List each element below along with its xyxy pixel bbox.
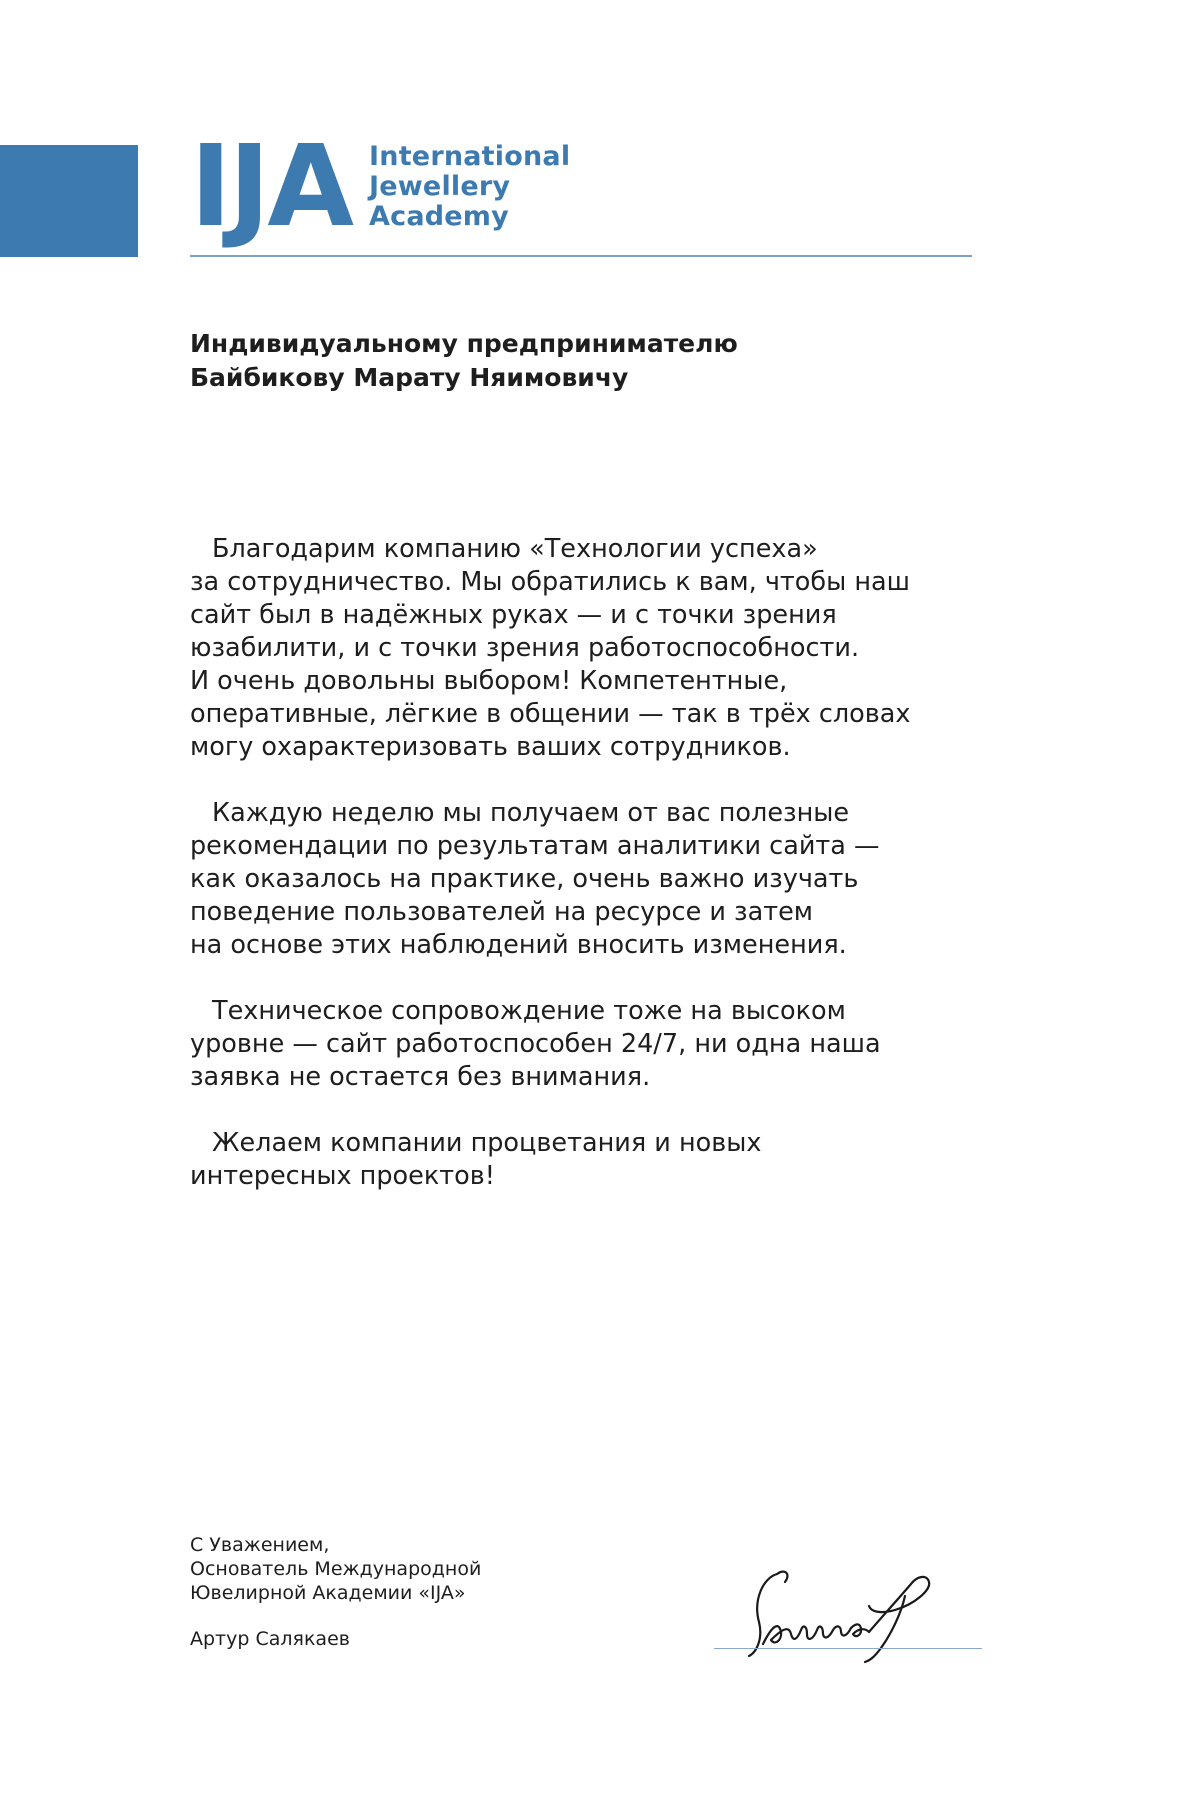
text-line: оперативные, лёгкие в общении — так в трёх словах [190,699,911,729]
paragraph [190,797,990,962]
text-line: интересных проектов! [190,1161,495,1191]
text-line: Благодарим компанию «Технологии успеха» [212,534,818,564]
brand-color-block [0,145,138,257]
text-line: за сотрудничество. Мы обратились к вам, чтобы наш [190,567,910,597]
text-line: сайт был в надёжных руках — и с точки зрения [190,600,837,630]
text-line: рекомендации по результатам аналитики сайта — [190,831,880,861]
text-line: могу охарактеризовать ваших сотрудников. [190,732,791,762]
recipient-line: Индивидуальному предпринимателю [190,329,738,358]
handwritten-signature-icon [705,1548,995,1668]
paragraph [190,1127,990,1193]
text-line: Техническое сопровождение тоже на высоком [212,996,846,1026]
letter-body [190,533,990,1226]
logo-line: Jewellery [369,171,511,202]
logo-wordmark [369,142,570,232]
ija-logo [190,122,571,252]
closing-line: С Уважением, [190,1534,330,1556]
logo-mark: IJA [190,122,352,252]
closing-line: Основатель Международной [190,1558,482,1580]
paragraph [190,995,990,1094]
text-line: Каждую неделю мы получаем от вас полезные [212,798,850,828]
recipient-line: Байбикову Марату Няимовичу [190,363,629,392]
header-divider [190,255,972,257]
closing-block [190,1533,481,1605]
text-line: как оказалось на практике, очень важно изучать [190,864,859,894]
closing-line: Ювелирной Академии «IJA» [190,1582,466,1604]
text-line: уровне — сайт работоспособен 24/7, ни одна наша [190,1029,881,1059]
text-line: поведение пользователей на ресурсе и затем [190,897,814,927]
paragraph [190,533,990,764]
signer-name: Артур Салякаев [190,1628,350,1650]
recipient-block [190,327,738,395]
text-line: на основе этих наблюдений вносить изменения. [190,930,847,960]
signature-line [714,1648,982,1649]
text-line: заявка не остается без внимания. [190,1062,651,1092]
text-line: И очень довольны выбором! Компетентные, [190,666,788,696]
text-line: Желаем компании процветания и новых [212,1128,762,1158]
logo-line: International [369,141,571,172]
text-line: юзабилити, и с точки зрения работоспособности. [190,633,860,663]
logo-line: Academy [369,201,509,232]
